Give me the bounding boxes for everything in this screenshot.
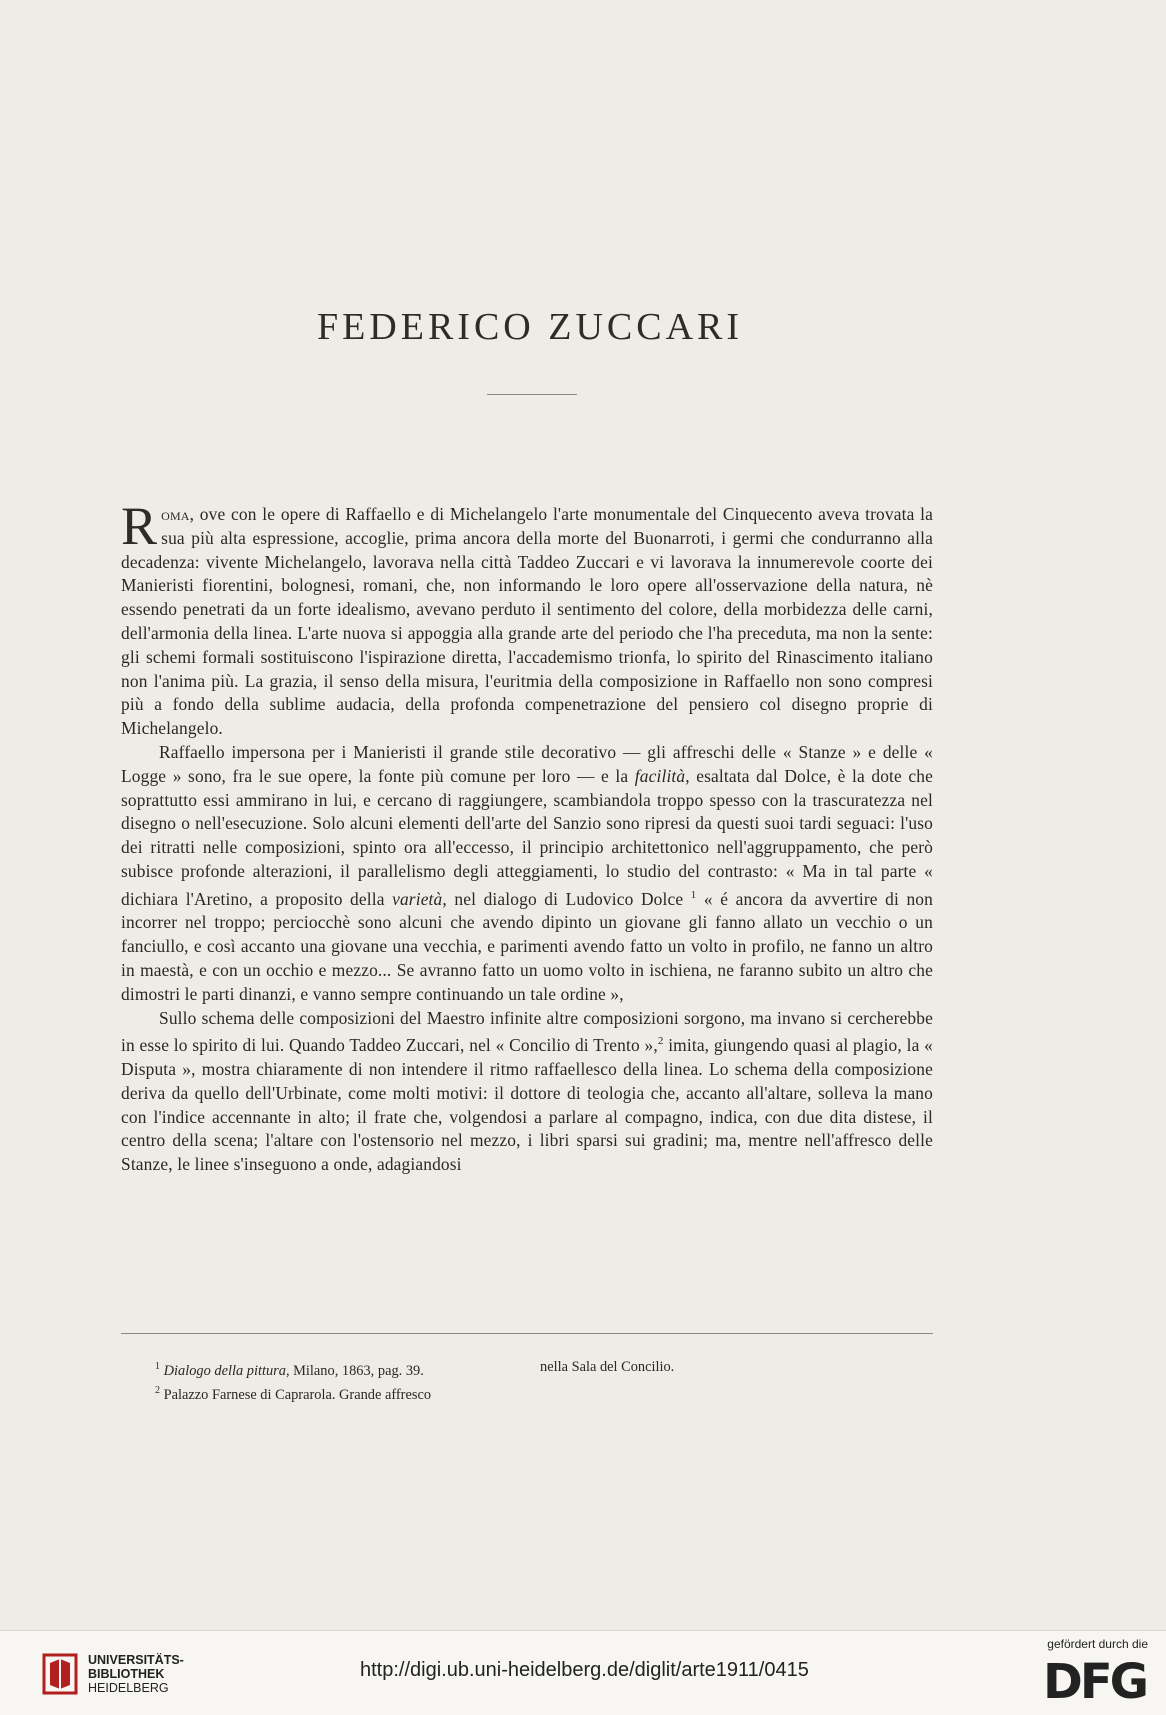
page-title: FEDERICO ZUCCARI [316, 306, 744, 348]
paragraph-3 [121, 1007, 933, 1177]
uni-name-line-1: UNIVERSITÄTS- [88, 1653, 184, 1667]
footnote-1-rest: , Milano, 1863, pag. 39. [285, 1362, 424, 1379]
article-body [121, 496, 934, 1177]
paragraph-3-part-a: Sullo schema delle composizioni del Maestro infinite altre composizioni sorgono, ma invano si cercherebbe in esse lo spirito di lui. Quando Taddeo Zuccari, nel « Concilio di Trento », [121, 1007, 933, 1056]
paragraph-1 [121, 496, 933, 741]
university-library-logo-icon [42, 1651, 78, 1697]
paragraph-2-part-b: , esaltata dal Dolce, è la dote che soprattutto essi ammirano in lui, e cercano di raggiungere, scambiandola troppo spesso con la trascuratezza nel disegno o nell'esecuzione. Solo alcuni elementi dell'arte del Sanzio sono ripresi da questi suoi tardi seguaci: l'uso dei ritratti nelle composizioni, spinto ora all'eccesso, il principio architettonico nell'aggruppamento, che però subisce profonde alterazioni, il parallelismo degli atteggiamenti, lo studio del contrasto: « Ma in tal parte « dichiara l'Aretino, a proposito della [121, 765, 933, 909]
uni-name-line-3: HEIDELBERG [88, 1681, 169, 1695]
permalink-url[interactable]: http://digi.ub.uni-heidelberg.de/diglit/arte1911/0415 [360, 1659, 809, 1681]
footnote-ref-1[interactable]: 1 [690, 888, 697, 901]
italic-facilita: facilità [634, 765, 686, 786]
footer-bar [0, 1630, 1166, 1715]
uni-name-line-2: BIBLIOTHEK [88, 1667, 165, 1681]
paragraph-1-text: , ove con le opere di Raffaello e di Michelangelo l'arte monumentale del Cinquecento aveva trovata la sua più alta espressione, accoglie, prima ancora della morte del Buonarroti, i germi che condurranno alla decadenza: vivente Michelangelo, lavorava nella città Taddeo Zuccari e vi lavorava la innumerevole coorte dei Manieristi fiorentini, bolognesi, romani, che, non informando le loro opere all'osservazione della natura, nè essendo penetrati da un forte idealismo, avevano perduto il sentimento del colore, della morbidezza delle carni, dell'armonia della linea. L'arte nuova si appoggia alla grande arte del periodo che l'ha preceduta, ma non la sente: gli schemi formali sostituiscono l'ispirazione diretta, l'accademismo trionfa, lo spirito del Rinascimento italiano non l'anima più. La grazia, il senso della misura, l'euritmia della composizione in Raffaello non sono compresi più a fondo della sublime audacia, della profonda compenetrazione del pensiero col disegno proprie di Michelangelo. [121, 504, 933, 739]
paragraph-2-part-c: , nel dialogo di Ludovico Dolce [442, 888, 684, 909]
footnote-1-title: Dialogo della pittura [163, 1362, 286, 1379]
paragraph-2 [121, 741, 933, 1007]
university-library-name [88, 1653, 184, 1695]
footnote-2-number: 2 [155, 1385, 160, 1396]
paragraph-3-part-b: imita, giungendo quasi al plagio, la « Disputa », mostra chiaramente di non intendere il ritmo raffaellesco della linea. Lo schema della composizione deriva da quello dell'Urbinate, come molti motivi: il dottore di teologia che, accanto all'altare, solleva la mano con l'indice accennante in alto; il frate che, volgendosi a parlare al compagno, indica, con due dita distese, il centro della scena; l'altare con l'ostensorio nel mezzo, i libri sparsi sui gradini; ma, mentre nell'affresco delle Stanze, le linee s'inseguono a onde, adagiandosi [121, 1035, 933, 1175]
footnote-2 [155, 1379, 431, 1407]
footnote-ref-2[interactable]: 2 [657, 1035, 664, 1048]
footnote-2-continuation: nella Sala del Concilio. [540, 1359, 675, 1375]
dfg-logo: DFG [1042, 1654, 1146, 1710]
funding-note: gefördert durch die [1047, 1637, 1148, 1651]
footnote-2-text-a: Palazzo Farnese di Caprarola. Grande affresco [163, 1386, 432, 1403]
footnote-divider [121, 1333, 933, 1334]
italic-varieta: varietà [392, 888, 443, 909]
title-divider [487, 394, 577, 395]
paragraph-2-part-d: « é ancora da avvertire di non incorrer nel troppo; perciocchè sono alcuni che avendo dipinto un giovane gli fanno allato un vecchio o un fanciullo, e così accanto una giovane una vecchia, e parimenti avendo fatto un volto in profilo, ne fanno un altro in maestà, e con un occhio e mezzo... Se avranno fatto un uomo volto in ischiena, ne faranno subito un altro che dimostri le parti dinanzi, e vanno sempre continuando un tale ordine », [121, 888, 934, 1004]
drop-cap: R [121, 496, 158, 556]
first-word-rest: oma [161, 504, 190, 524]
paragraph-2-part-a: Raffaello impersona per i Manieristi il grande stile decorativo — gli affreschi delle « Stanze » e delle « Logge » sono, fra le sue opere, la fonte più comune per loro — e la [121, 741, 933, 786]
footnote-1-number: 1 [155, 1361, 160, 1372]
